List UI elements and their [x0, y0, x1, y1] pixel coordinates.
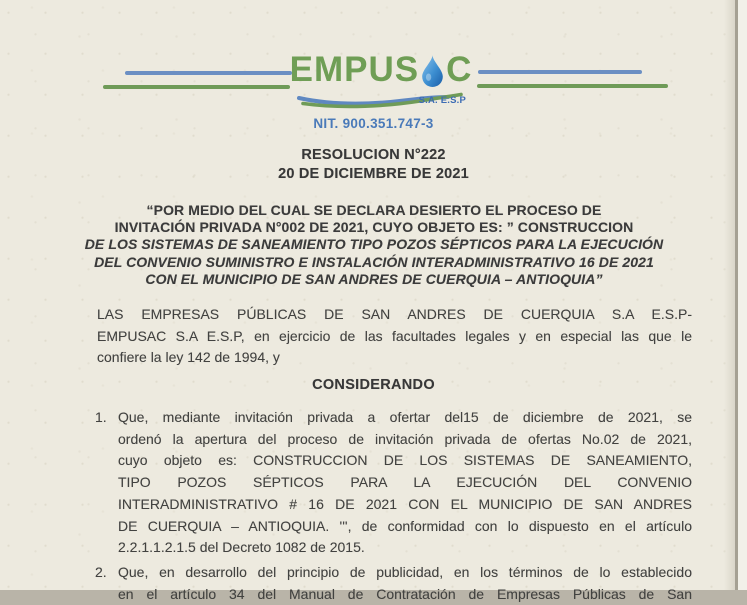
item-text: Que, mediante invitación privada a ofertar del15 de diciembre de 2021, se ordenó la apertura del proceso de invitación privada de ofertas No.02 de 2021, cuyo objeto es: CONSTRUCCION DE LOS SISTEMAS DE SANEAMIENTO, TIPO POZOS SÉPTICOS PARA LA EJECUCIÓN DEL CONVENIO INTERADMINISTRATIVO # 16 DE 2021 CON EL MUNICIPIO DE SAN ANDRES DE CUERQUIA – ANTIOQUIA. ''', de conformidad con lo dispuesto en el artículo 2.2.1.1.2.1.5 del Decreto 1082 de 2015. — [118, 409, 692, 556]
page-edge-margin — [738, 0, 747, 590]
considerando-heading: CONSIDERANDO — [312, 377, 435, 393]
consideration-item-2 — [95, 562, 692, 605]
resolution-title — [0, 146, 747, 183]
subject-italic-lines: DE LOS SISTEMAS DE SANEAMIENTO TIPO POZOS SÉPTICOS PARA LA EJECUCIÓN DEL CONVENIO SUMINISTRO E INSTALACIÓN INTERADMINISTRATIVO 16 DE 2021 CON EL MUNICIPIO DE SAN ANDRES DE CUERQUIA – ANTIOQUIA” — [84, 236, 664, 287]
item-number: 1. — [95, 409, 107, 425]
resolution-number: RESOLUCION N°222 — [301, 147, 446, 163]
logo-wordmark-left: EMPUS — [289, 50, 420, 89]
letterhead-logo — [0, 52, 747, 114]
logo-wordmark-right: C — [446, 50, 473, 89]
preamble-paragraph: LAS EMPRESAS PÚBLICAS DE SAN ANDRES DE CUERQUIA S.A E.S.P- EMPUSAC S.A E.S.P, en ejercicio de las facultades legales y en especial las que le confiere la ley 142 de 1994, y — [97, 306, 692, 366]
page-edge-shadow — [724, 0, 735, 590]
logo-rule-left-blue — [125, 71, 292, 75]
subject-quote — [84, 202, 664, 288]
logo-rule-right-green — [477, 84, 668, 88]
nit-text: NIT. 900.351.747-3 — [313, 116, 434, 131]
logo-rule-left-green — [103, 85, 290, 89]
logo-rule-right-blue — [478, 70, 642, 74]
logo-wordmark — [288, 50, 474, 97]
logo-subtitle: S.A. E.S.P — [418, 95, 466, 106]
item-number: 2. — [95, 564, 107, 580]
subject-bold-lines: “POR MEDIO DEL CUAL SE DECLARA DESIERTO EL PROCESO DE INVITACIÓN PRIVADA N°002 DE 2021, CUYO OBJETO ES: ” CONSTRUCCION — [114, 202, 634, 236]
consideration-item-1 — [95, 407, 692, 559]
resolution-date: 20 DE DICIEMBRE DE 2021 — [278, 165, 469, 182]
item-text: Que, en desarrollo del principio de publicidad, en los términos de lo establecido en el artículo 34 del Manual de Contratación de Empresas Públicas de San — [118, 564, 692, 602]
